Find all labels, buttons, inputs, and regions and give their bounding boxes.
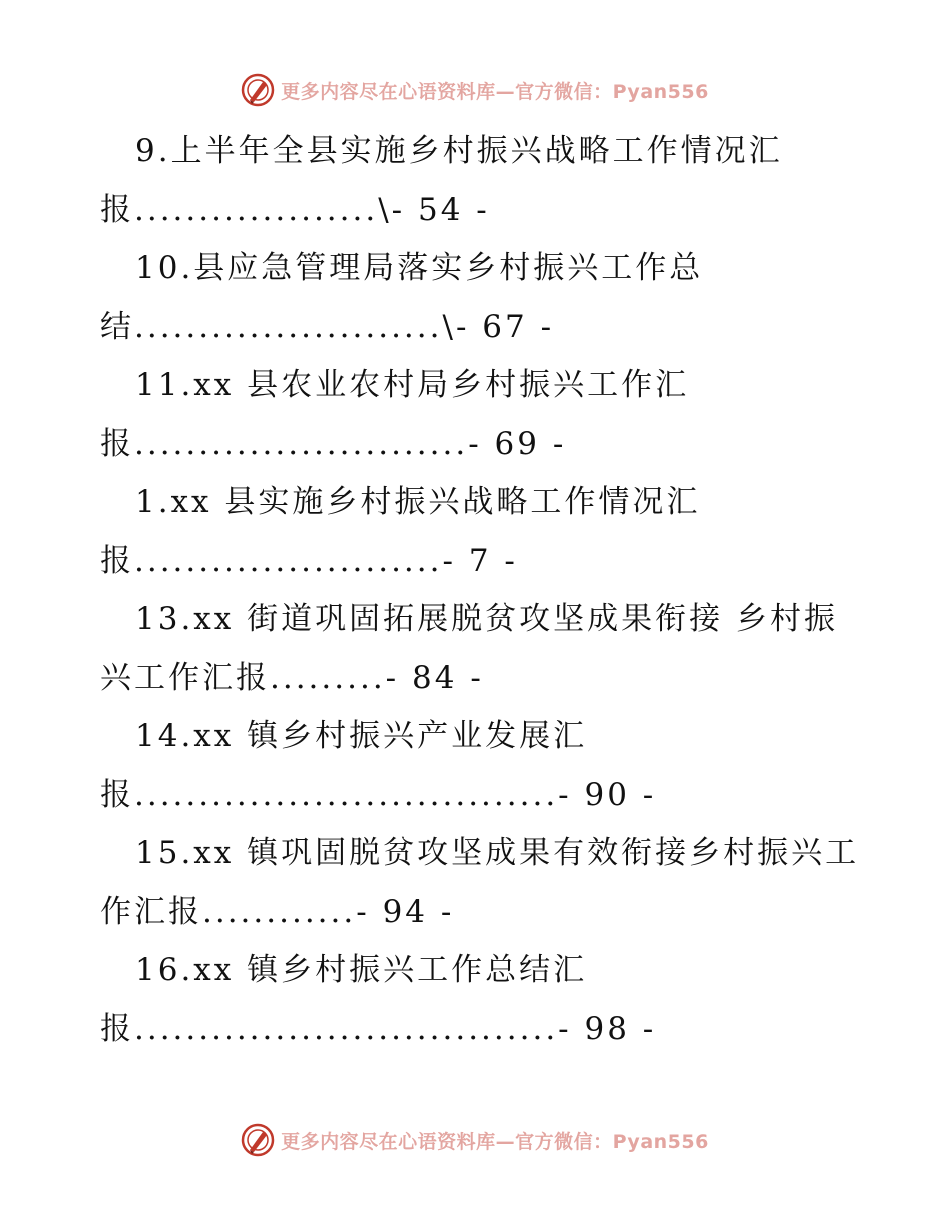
- pen-logo-icon: [241, 1123, 275, 1157]
- toc-entry-page[interactable]: 报.................................- 98 -: [100, 1010, 657, 1047]
- toc-entry-title[interactable]: 14.xx 镇乡村振兴产业发展汇: [135, 718, 588, 754]
- toc-entry-page[interactable]: 结........................\- 67 -: [100, 308, 555, 345]
- toc-entry-page[interactable]: 兴工作汇报.........- 84 -: [100, 659, 484, 696]
- pen-logo-icon: [241, 73, 275, 107]
- toc-entry-page[interactable]: 报...................\- 54 -: [100, 191, 490, 228]
- toc-entry-title[interactable]: 16.xx 镇乡村振兴工作总结汇: [135, 952, 588, 988]
- toc-entry-page[interactable]: 报........................- 7 -: [100, 542, 518, 579]
- watermark-text: 更多内容尽在心语资料库—官方微信：Pyan556: [281, 1130, 709, 1153]
- watermark-text: 更多内容尽在心语资料库—官方微信：Pyan556: [281, 80, 709, 103]
- table-of-contents: [0, 122, 950, 1058]
- footer-watermark: [0, 1120, 950, 1160]
- toc-entry-title[interactable]: 1.xx 县实施乡村振兴战略工作情况汇: [135, 484, 701, 520]
- toc-entry-title[interactable]: 11.xx 县农业农村局乡村振兴工作汇: [135, 367, 690, 403]
- toc-entry-page[interactable]: 报..........................- 69 -: [100, 425, 567, 462]
- header-watermark: [0, 70, 950, 110]
- toc-entry-page[interactable]: 作汇报............- 94 -: [100, 893, 455, 930]
- toc-entry-title[interactable]: 15.xx 镇巩固脱贫攻坚成果有效衔接乡村振兴工: [135, 835, 860, 871]
- toc-entry-title[interactable]: 9.上半年全县实施乡村振兴战略工作情况汇: [135, 133, 783, 169]
- toc-entry-page[interactable]: 报.................................- 90 -: [100, 776, 657, 813]
- toc-entry-title[interactable]: 10.县应急管理局落实乡村振兴工作总: [135, 250, 704, 286]
- toc-entry-title[interactable]: 13.xx 街道巩固拓展脱贫攻坚成果衔接 乡村振: [135, 601, 838, 637]
